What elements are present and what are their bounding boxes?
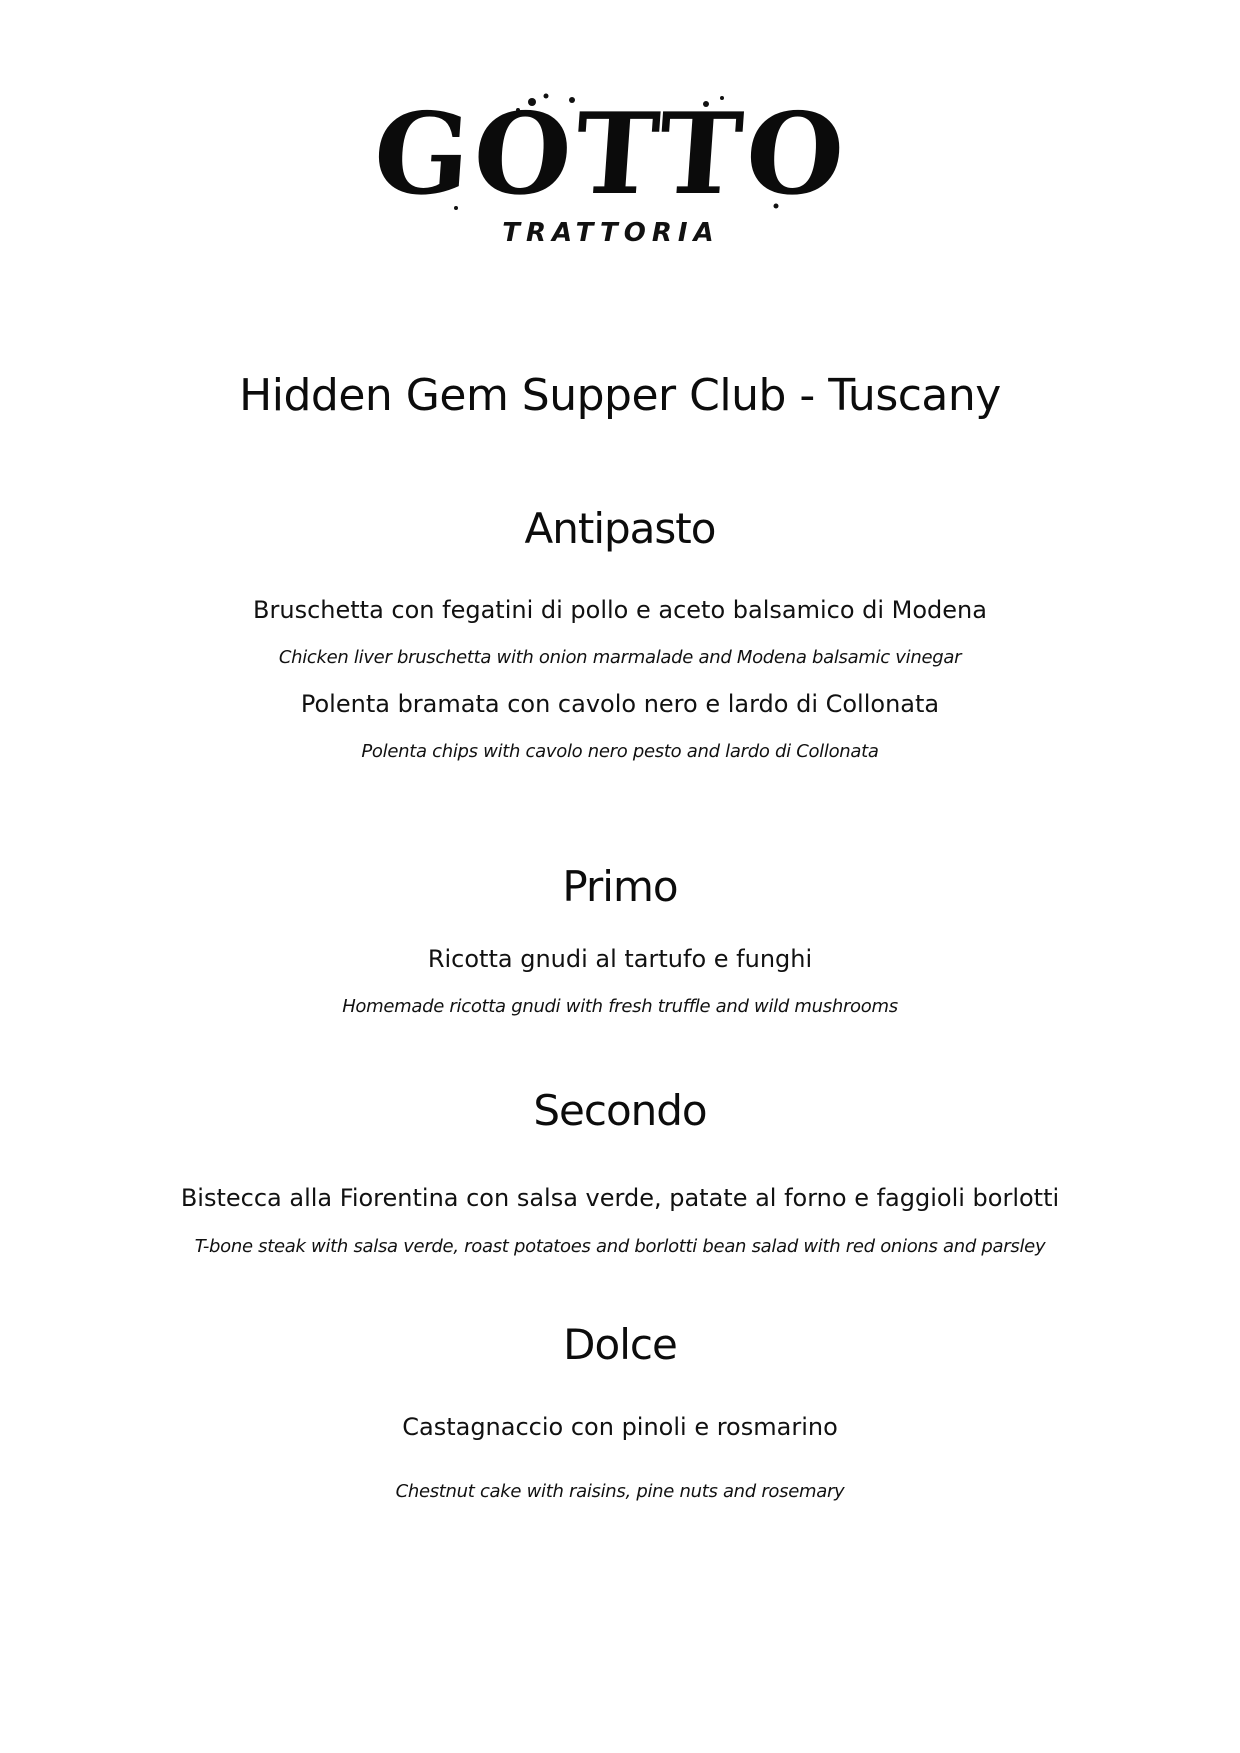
dish-italian: Castagnaccio con pinoli e rosmarino: [402, 1413, 838, 1441]
dish-italian: Polenta bramata con cavolo nero e lardo di Collonata: [300, 690, 940, 718]
course-heading-antipasto: Antipasto: [524, 504, 716, 553]
dish-english: T-bone steak with salsa verde, roast potatoes and borlotti bean salad with red onions and parsley: [194, 1236, 1046, 1257]
logo-wordmark: GOTTO: [369, 88, 853, 220]
dish-english: Chicken liver bruschetta with onion marmalade and Modena balsamic vinegar: [278, 647, 962, 668]
course-heading-primo: Primo: [562, 862, 678, 911]
menu-title: Hidden Gem Supper Club - Tuscany: [239, 370, 1001, 421]
course-heading-dolce: Dolce: [563, 1320, 677, 1369]
dish-english: Homemade ricotta gnudi with fresh truffle and wild mushrooms: [342, 996, 898, 1017]
dish-italian: Bistecca alla Fiorentina con salsa verde, patate al forno e faggioli borlotti: [180, 1184, 1060, 1212]
logo-subtitle: TRATTORIA: [502, 218, 720, 248]
dish-italian: Bruschetta con fegatini di pollo e aceto balsamico di Modena: [253, 596, 987, 624]
gotto-trattoria-logo: [369, 88, 853, 260]
dish-italian: Ricotta gnudi al tartufo e funghi: [427, 945, 813, 973]
course-heading-secondo: Secondo: [533, 1086, 707, 1135]
dish-english: Chestnut cake with raisins, pine nuts and rosemary: [395, 1481, 845, 1502]
dish-english: Polenta chips with cavolo nero pesto and lardo di Collonata: [361, 741, 879, 762]
